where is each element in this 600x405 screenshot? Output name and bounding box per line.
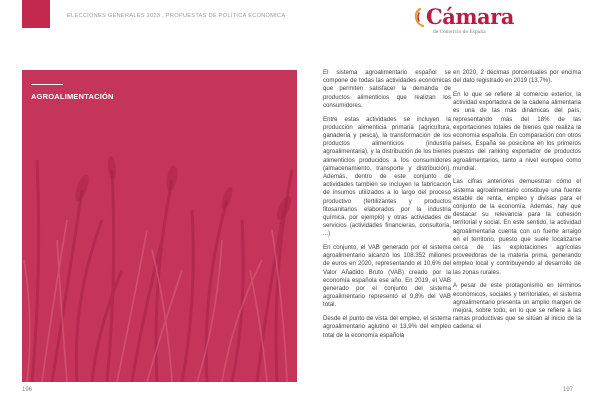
wheat-field-image (22, 70, 297, 382)
section-cover-photo (22, 70, 297, 382)
paragraph: Desde el punto de vista del empleo, el sistema agroalimentario aglutinó el 13,9% del empleo total de la economía española (323, 315, 451, 339)
page-number-left: 196 (22, 387, 33, 393)
paragraph: En lo que se refiere al comercio exterior, la actividad exportadora de la cadena alimentaria es una de las más dinámicas del país, representando más del 18% de las exportaciones totales de bienes que realiza la economía española. En comparación con otros países, España se posiciona en los primeros puestos del ranking exportador de productos agroalimentarios, tanto a nivel europeo como mundial. (453, 90, 581, 172)
page-number-right: 197 (563, 387, 574, 393)
paragraph: Entre estas actividades se incluyen la producción alimenticia primaria (agricultura, ganadería y pesca), la transformación de los productos alimenticios (industria agroalimentaria), y la distribución de los bienes alimenticios producidos a los consumidores (almacenamiento, transporte y distribución). Además, dentro de este conjunto de actividades también se incluyen la fabricación de insumos utilizados a lo largo del proceso productivo (fertilizantes y productos fitosanitarios elaborados por la industria química, por ejemplo) y otras actividades de servicios (actividades financieras, consultoría, ...) (323, 115, 451, 238)
body-column-left (323, 69, 451, 345)
paragraph: El sistema agroalimentario español se compone de todas las actividades económicas que permiten satisfacer la demanda de productos alimenticios que realizan los consumidores. (323, 69, 451, 109)
paragraph: Las cifras anteriores demuestran cómo el sistema agroalimentario constituye una fuente estable de renta, empleo y divisas para el conjunto de la economía. Además, hay que destacar su relevancia para la cohesión territorial y social. En este sentido, la actividad agroalimentaria cuenta con un fuerte arraigo en el territorio, puesto que suele localizarse cerca de las explotaciones agrícolas proveedoras de la materia prima, generando empleo local y contribuyendo al desarrollo de las zonas rurales. (453, 178, 581, 276)
logo-tagline: de Comercio de España (433, 30, 486, 35)
body-column-right (453, 69, 581, 337)
camara-logo-mark-icon (413, 8, 427, 28)
camara-logo (413, 4, 514, 39)
paragraph: en 2020, 2 décimas porcentuales por encima del dato registrado en 2019 (13,7%). (453, 69, 581, 85)
logo-wordmark: Cámara (426, 4, 514, 29)
corner-accent-square (22, 0, 50, 28)
section-title: AGROALIMENTACIÓN (31, 92, 114, 101)
paragraph: En conjunto, el VAB generado por el sistema agroalimentario alcanzó los 108.352 millones de euros en 2020, representando el 10,6% del Valor Añadido Bruto (VAB) creado por la economía española ese año. En 2019, el VAB generado por el conjunto del sistema agroalimentario representó el 9,8% del VAB total. (323, 244, 451, 309)
paragraph: A pesar de este protagonismo en términos económicos, sociales y territoriales, el sistema agroalimentario presenta un amplio margen de mejora, sobre todo, en lo que se refiere a las ramas productivas que se sitúan al inicio de la cadena: el (453, 282, 581, 331)
section-title-rule (31, 84, 63, 85)
running-header: ELECCIONES GENERALES 2023 . PROPUESTAS DE POLÍTICA ECONÓMICA (67, 13, 286, 19)
